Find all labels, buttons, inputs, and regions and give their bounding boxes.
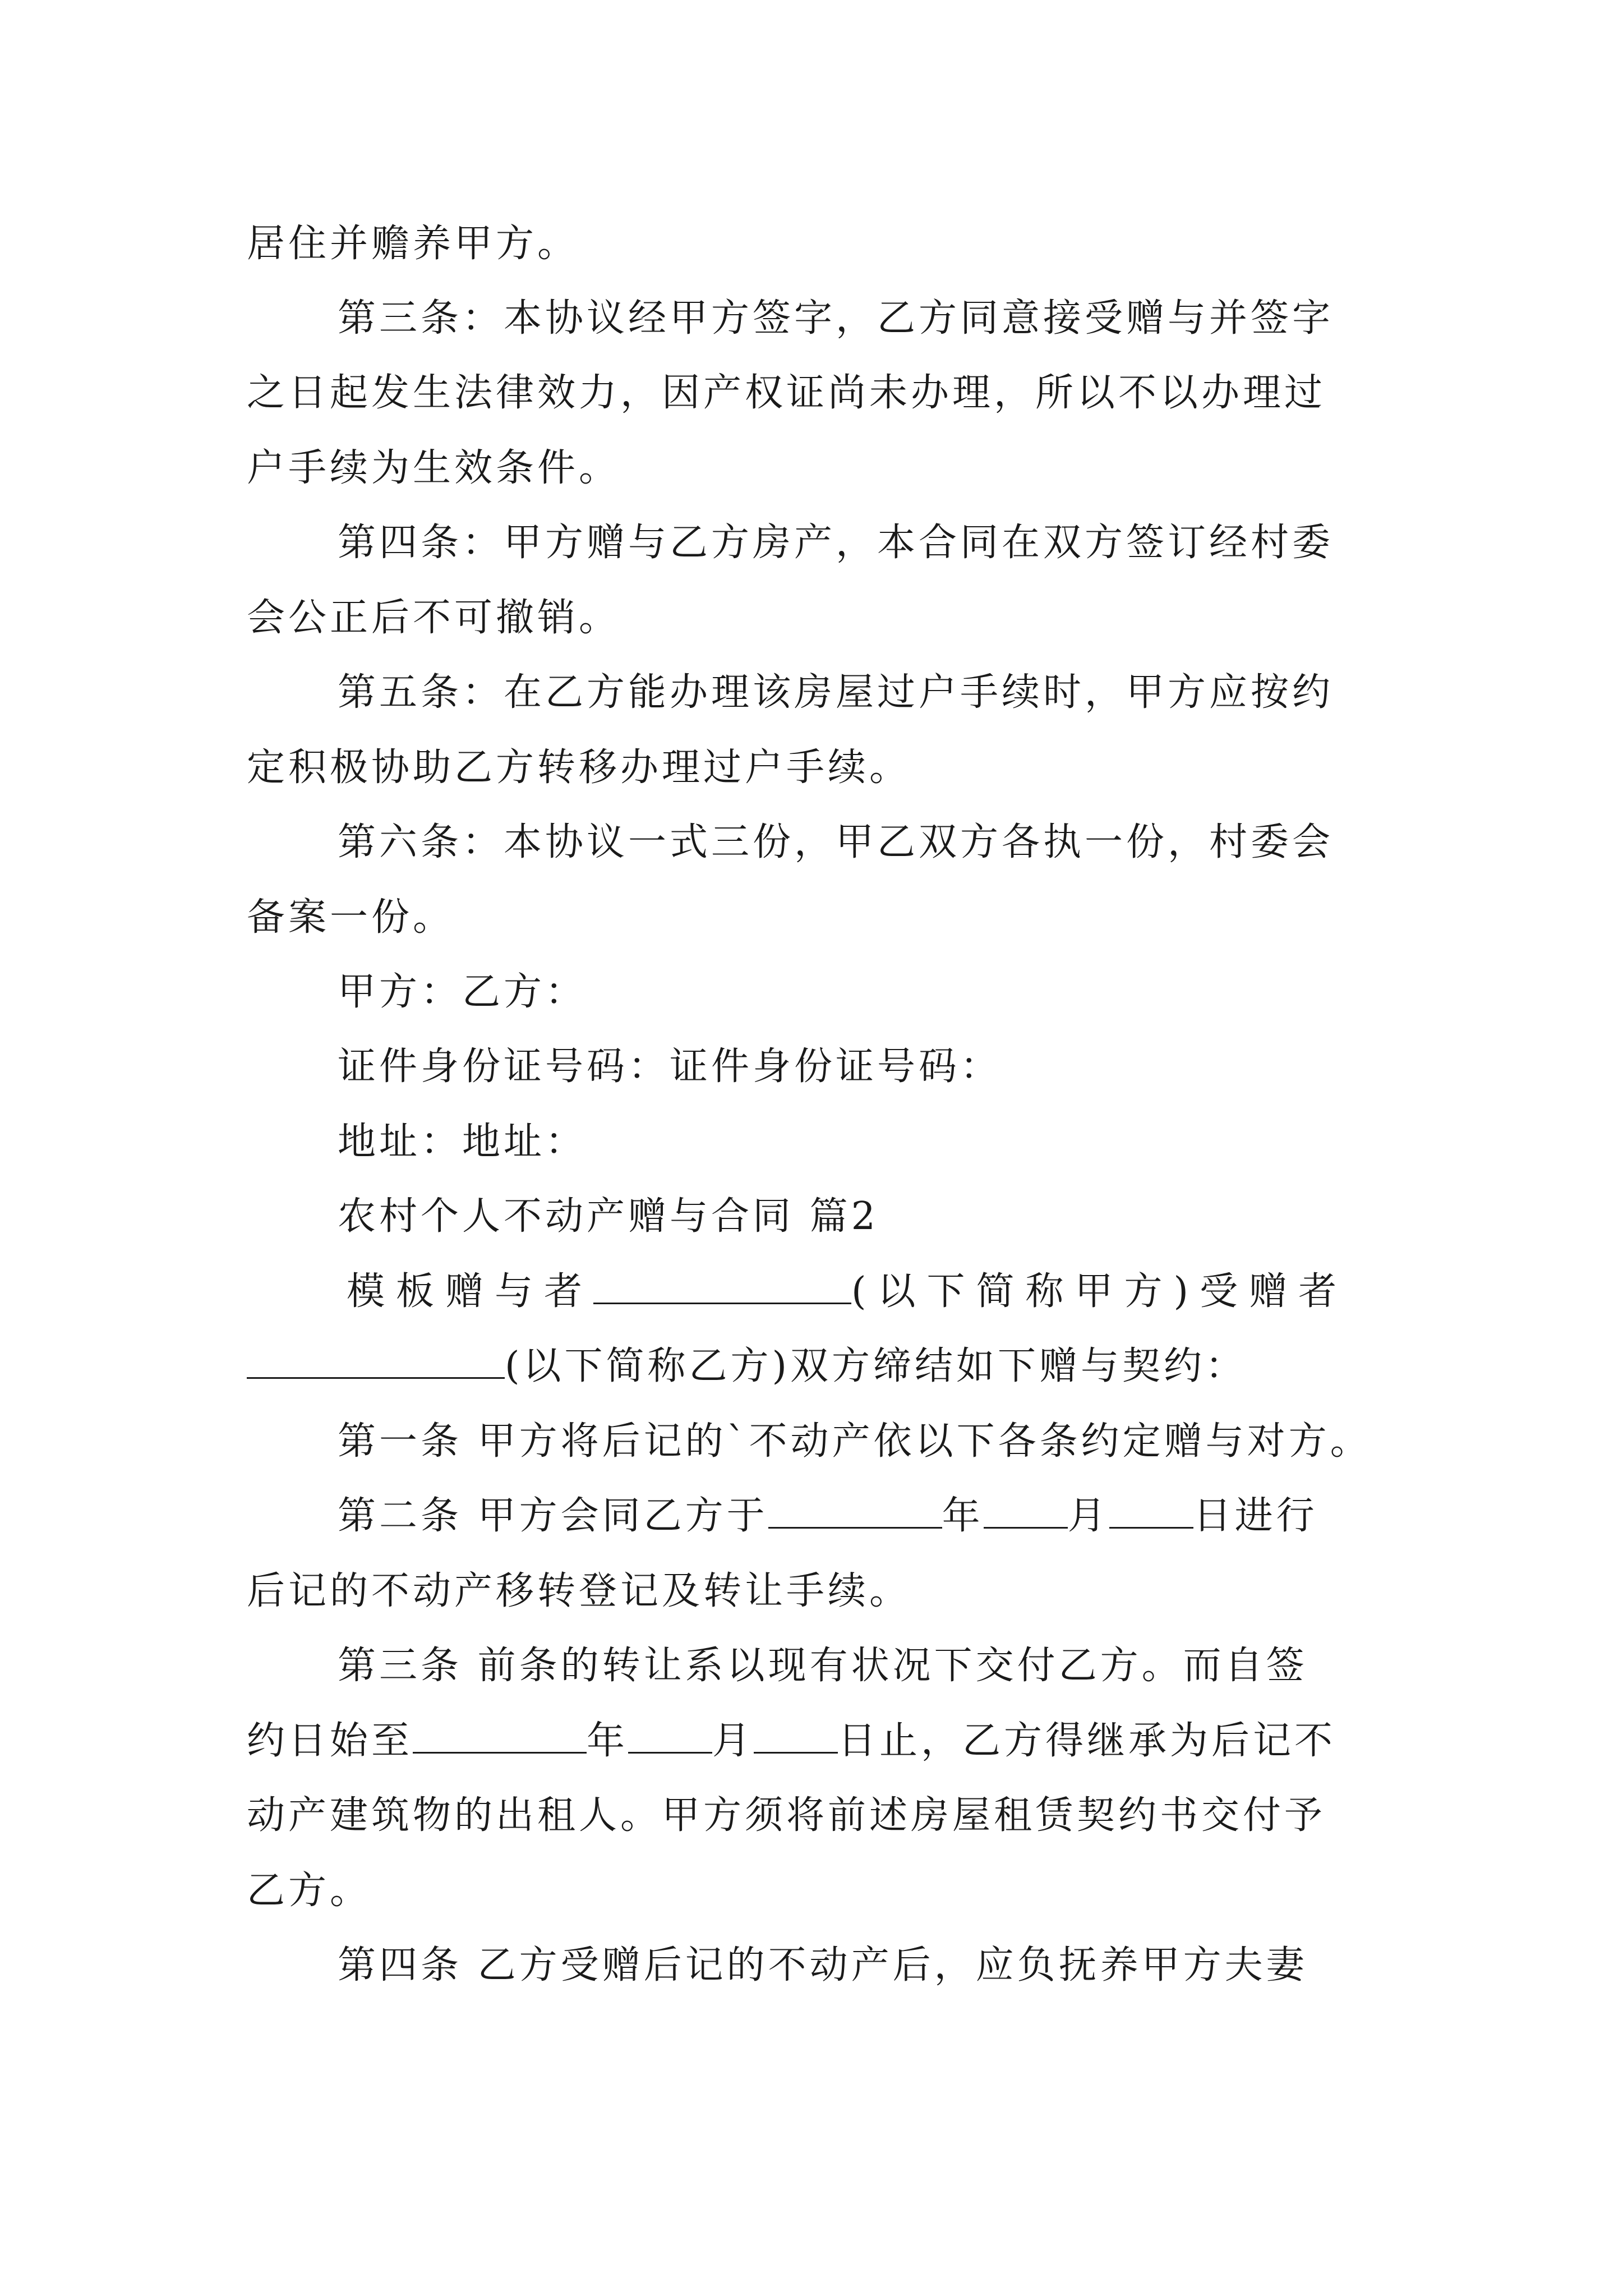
text-segment: (以下简称乙方)双方缔结如下赠与契约： <box>505 1344 1247 1388</box>
text-line: 动产建筑物的出租人。甲方须将前述房屋租赁契约书交付予 <box>247 1793 1326 1838</box>
section-title: 农村个人不动产赠与合同 篇2 <box>338 1194 879 1239</box>
text-line <box>338 1494 1318 1539</box>
text-line: 乙方。 <box>247 1869 372 1913</box>
signature-party-line: 甲方：乙方： <box>338 970 587 1014</box>
text-segment: 年 <box>942 1494 984 1538</box>
text-segment: 约日始至 <box>247 1719 413 1763</box>
text-line: 第一条 甲方将后记的`不动产依以下各条约定赠与对方。 <box>338 1419 1372 1464</box>
text-segment: 第二条 甲方会同乙方于 <box>338 1494 768 1538</box>
text-line: 之日起发生法律效力，因产权证尚未办理，所以不以办理过 <box>247 371 1326 415</box>
text-line: 后记的不动产移转登记及转让手续。 <box>247 1569 911 1613</box>
text-line <box>247 1344 1247 1389</box>
text-segment: 模板赠与者 <box>347 1269 594 1314</box>
text-segment: 日进行 <box>1193 1494 1318 1538</box>
text-segment: 月 <box>1067 1494 1109 1538</box>
text-segment: 年 <box>587 1719 629 1763</box>
text-line: 第五条：在乙方能办理该房屋过户手续时，甲方应按约 <box>338 670 1334 715</box>
address-line: 地址：地址： <box>338 1120 587 1164</box>
text-line: 居住并赡养甲方。 <box>247 222 579 266</box>
text-segment: 月 <box>712 1719 754 1763</box>
text-line: 第四条：甲方赠与乙方房产，本合同在双方签订经村委 <box>338 521 1334 565</box>
fill-blank-year <box>768 1494 942 1529</box>
text-line: 第六条：本协议一式三份，甲乙双方各执一份，村委会 <box>338 820 1334 864</box>
fill-blank-month <box>984 1494 1068 1529</box>
fill-blank-month <box>628 1719 712 1754</box>
text-line <box>247 1719 1336 1764</box>
id-number-line: 证件身份证号码：证件身份证号码： <box>338 1045 1002 1089</box>
text-segment: (以下简称甲方)受赠者 <box>851 1269 1348 1314</box>
text-line: 定积极协助乙方转移办理过户手续。 <box>247 746 911 790</box>
fill-blank <box>593 1270 851 1304</box>
text-line: 户手续为生效条件。 <box>247 446 621 490</box>
fill-blank-day <box>754 1719 838 1754</box>
text-line: 第三条 前条的转让系以现有状况下交付乙方。而自签 <box>338 1644 1308 1688</box>
text-line: 会公正后不可撤销。 <box>247 596 621 640</box>
text-line: 第四条 乙方受赠后记的不动产后，应负抚养甲方夫妻 <box>338 1943 1308 1987</box>
text-segment: 日止，乙方得继承为后记不 <box>838 1719 1336 1763</box>
text-line <box>347 1269 1348 1314</box>
text-line: 备案一份。 <box>247 895 455 940</box>
fill-blank-year <box>413 1719 587 1754</box>
text-line: 第三条：本协议经甲方签字，乙方同意接受赠与并签字 <box>338 296 1334 341</box>
fill-blank <box>247 1345 505 1379</box>
fill-blank-day <box>1109 1494 1193 1529</box>
